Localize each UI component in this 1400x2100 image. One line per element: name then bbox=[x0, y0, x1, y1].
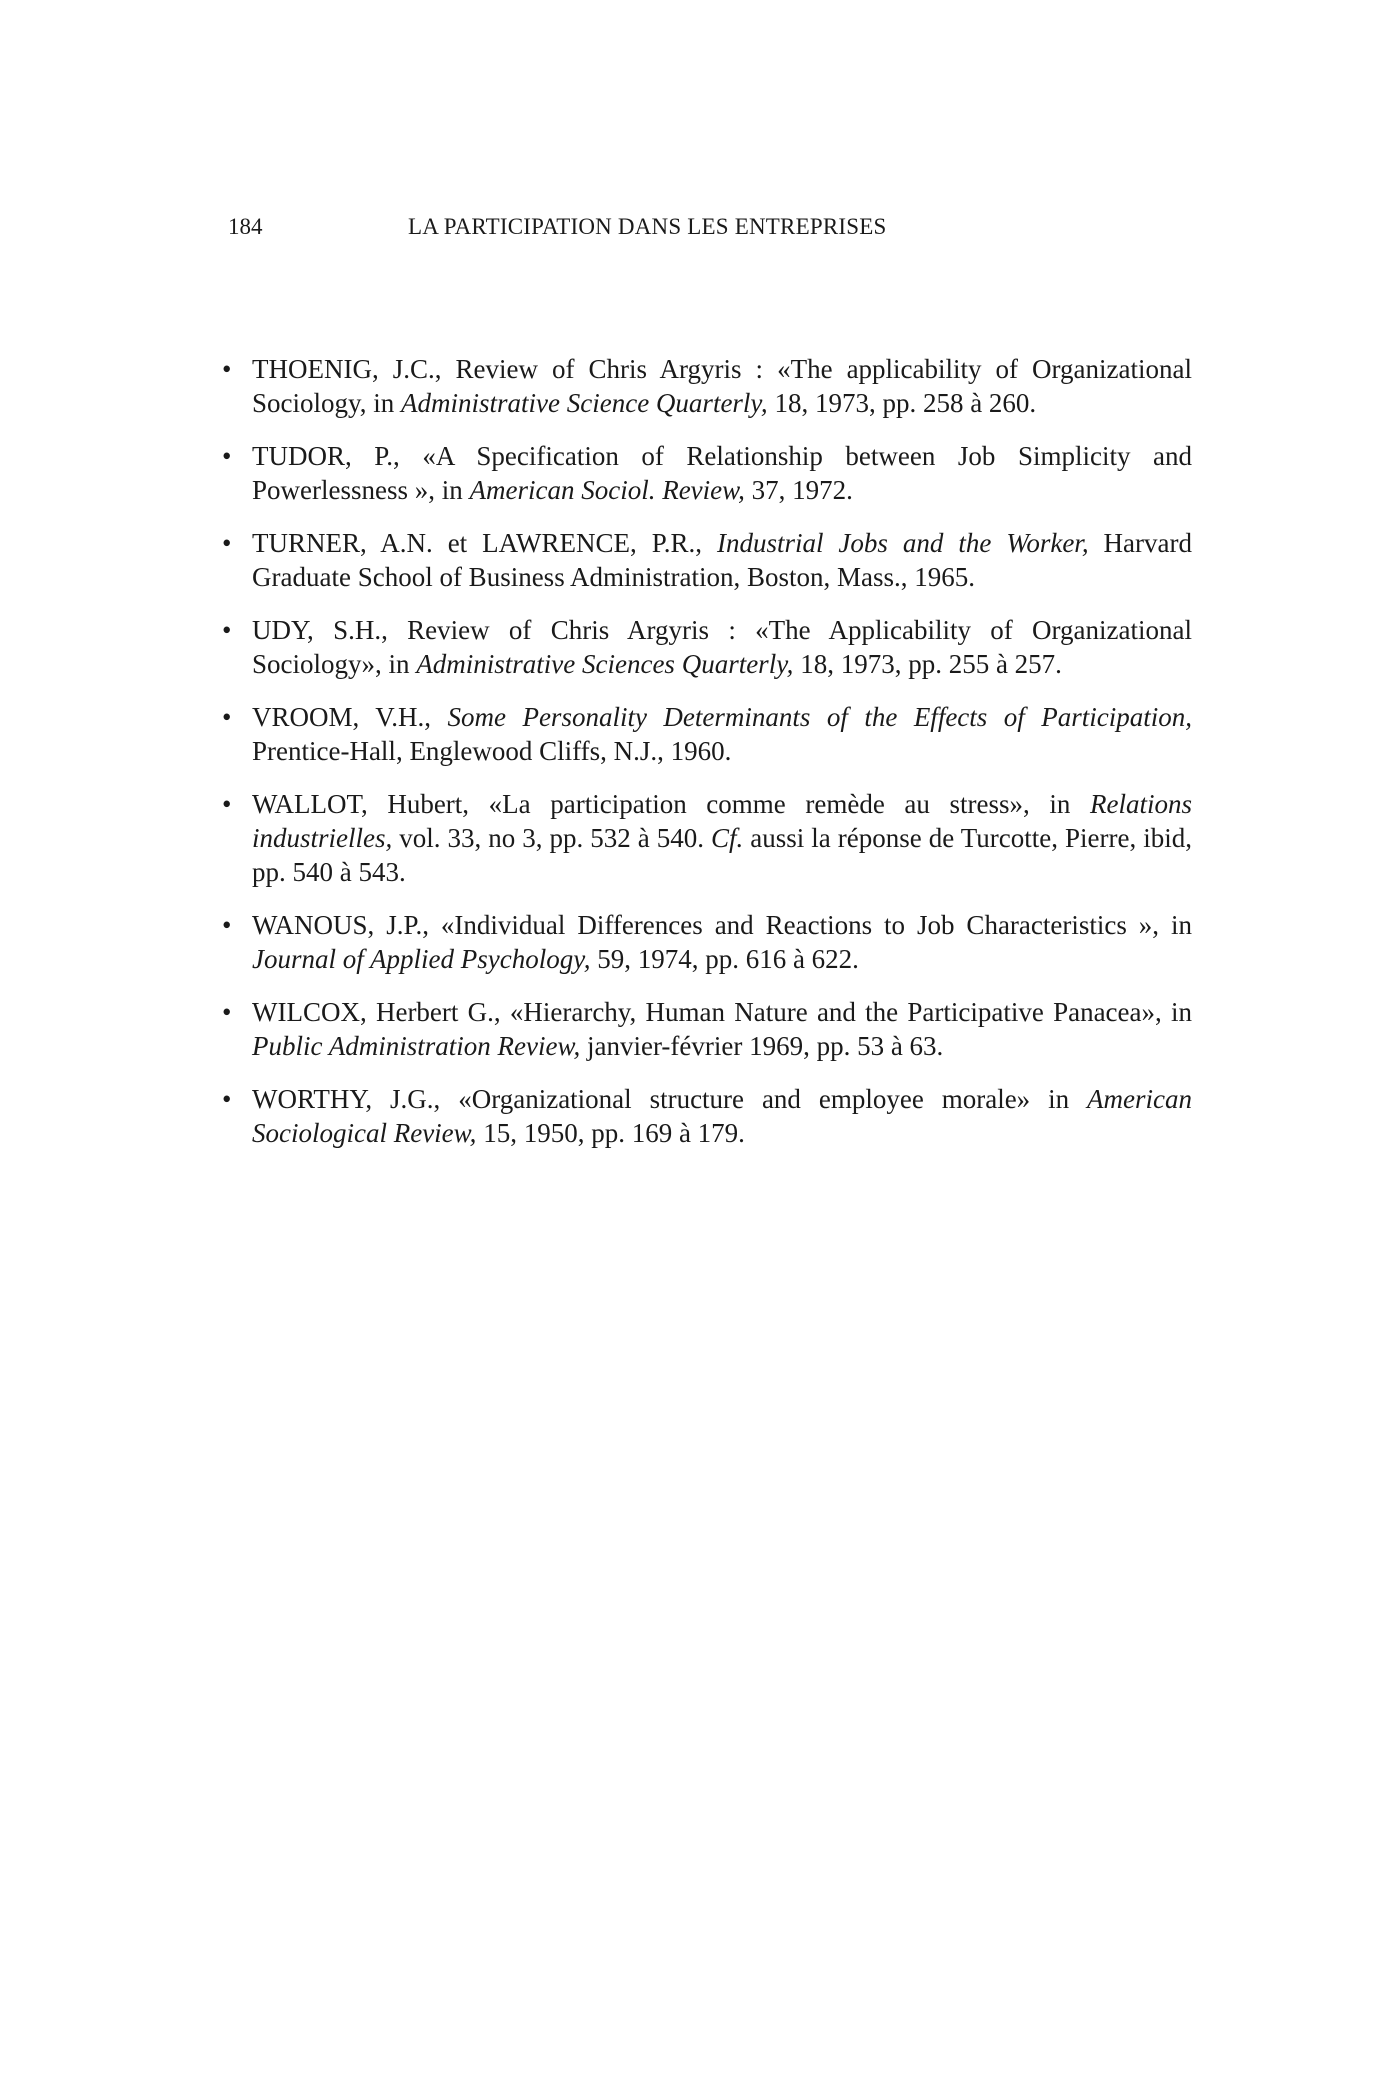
bibliography-entry-wallot bbox=[222, 787, 1192, 889]
publication-title: Industrial Jobs and the Worker, bbox=[716, 528, 1089, 558]
publication-title: Relations industrielles, bbox=[252, 789, 1192, 853]
bullet-icon: • bbox=[222, 528, 232, 558]
publication-title: Public Administration Review, bbox=[252, 1031, 581, 1061]
cf-abbreviation: Cf. bbox=[711, 823, 744, 853]
entry-text: WILCOX, Herbert G., «Hierarchy, Human Nature and the Participative Panacea», in Public Administration Review, janvier-février 1969, pp. 53 à 63. bbox=[252, 997, 1192, 1061]
entry-text: WORTHY, J.G., «Organizational structure and employee morale» in American Sociological Review, 15, 1950, pp. 169 à 179. bbox=[252, 1084, 1192, 1148]
bullet-icon: • bbox=[222, 702, 232, 732]
publication-title: Some Personality Determinants of the Effects of Participation, bbox=[447, 702, 1192, 732]
bibliography-entry-vroom bbox=[222, 700, 1192, 768]
bibliography-list bbox=[222, 352, 1192, 1169]
entry-text: WANOUS, J.P., «Individual Differences and Reactions to Job Characteristics », in Journal of Applied Psychology, 59, 1974, pp. 616 à 622. bbox=[252, 910, 1192, 974]
bibliography-entry-udy bbox=[222, 613, 1192, 681]
bullet-icon: • bbox=[222, 910, 232, 940]
publication-title: American Sociological Review, bbox=[252, 1084, 1192, 1148]
bullet-icon: • bbox=[222, 789, 232, 819]
bullet-icon: • bbox=[222, 441, 232, 471]
publication-title: Administrative Sciences Quarterly, bbox=[416, 649, 794, 679]
publication-title: Journal of Applied Psychology, bbox=[252, 944, 591, 974]
bullet-icon: • bbox=[222, 354, 232, 384]
publication-title: Administrative Science Quarterly, bbox=[401, 388, 768, 418]
bibliography-entry-wanous bbox=[222, 908, 1192, 976]
bullet-icon: • bbox=[222, 615, 232, 645]
running-title: LA PARTICIPATION DANS LES ENTREPRISES bbox=[408, 214, 887, 239]
page-number: 184 bbox=[228, 214, 263, 239]
entry-text: WALLOT, Hubert, «La participation comme remède au stress», in Relations industrielles, vol. 33, no 3, pp. 532 à 540. Cf. aussi la réponse de Turcotte, Pierre, ibid, pp. 540 à 543. bbox=[252, 789, 1192, 887]
bullet-icon: • bbox=[222, 997, 232, 1027]
entry-text: TURNER, A.N. et LAWRENCE, P.R., Industrial Jobs and the Worker, Harvard Graduate School of Business Administration, Boston, Mass., 1965. bbox=[252, 528, 1192, 592]
bibliography-entry-tudor bbox=[222, 439, 1192, 507]
bibliography-entry-wilcox bbox=[222, 995, 1192, 1063]
bibliography-entry-turner bbox=[222, 526, 1192, 594]
publication-title: American Sociol. Review, bbox=[469, 475, 745, 505]
entry-text: VROOM, V.H., Some Personality Determinants of the Effects of Participation, Prentice-Hall, Englewood Cliffs, N.J., 1960. bbox=[252, 702, 1192, 766]
bibliography-entry-worthy bbox=[222, 1082, 1192, 1150]
bullet-icon: • bbox=[222, 1084, 232, 1114]
entry-text: UDY, S.H., Review of Chris Argyris : «The Applicability of Organizational Sociology», in Administrative Sciences Quarterly, 18, 1973, pp. 255 à 257. bbox=[252, 615, 1192, 679]
entry-text: TUDOR, P., «A Specification of Relationship between Job Simplicity and Powerlessness », in American Sociol. Review, 37, 1972. bbox=[252, 441, 1192, 505]
entry-text: THOENIG, J.C., Review of Chris Argyris : «The applicability of Organizational Sociology, in Administrative Science Quarterly, 18, 1973, pp. 258 à 260. bbox=[252, 354, 1192, 418]
bibliography-entry-thoenig bbox=[222, 352, 1192, 420]
